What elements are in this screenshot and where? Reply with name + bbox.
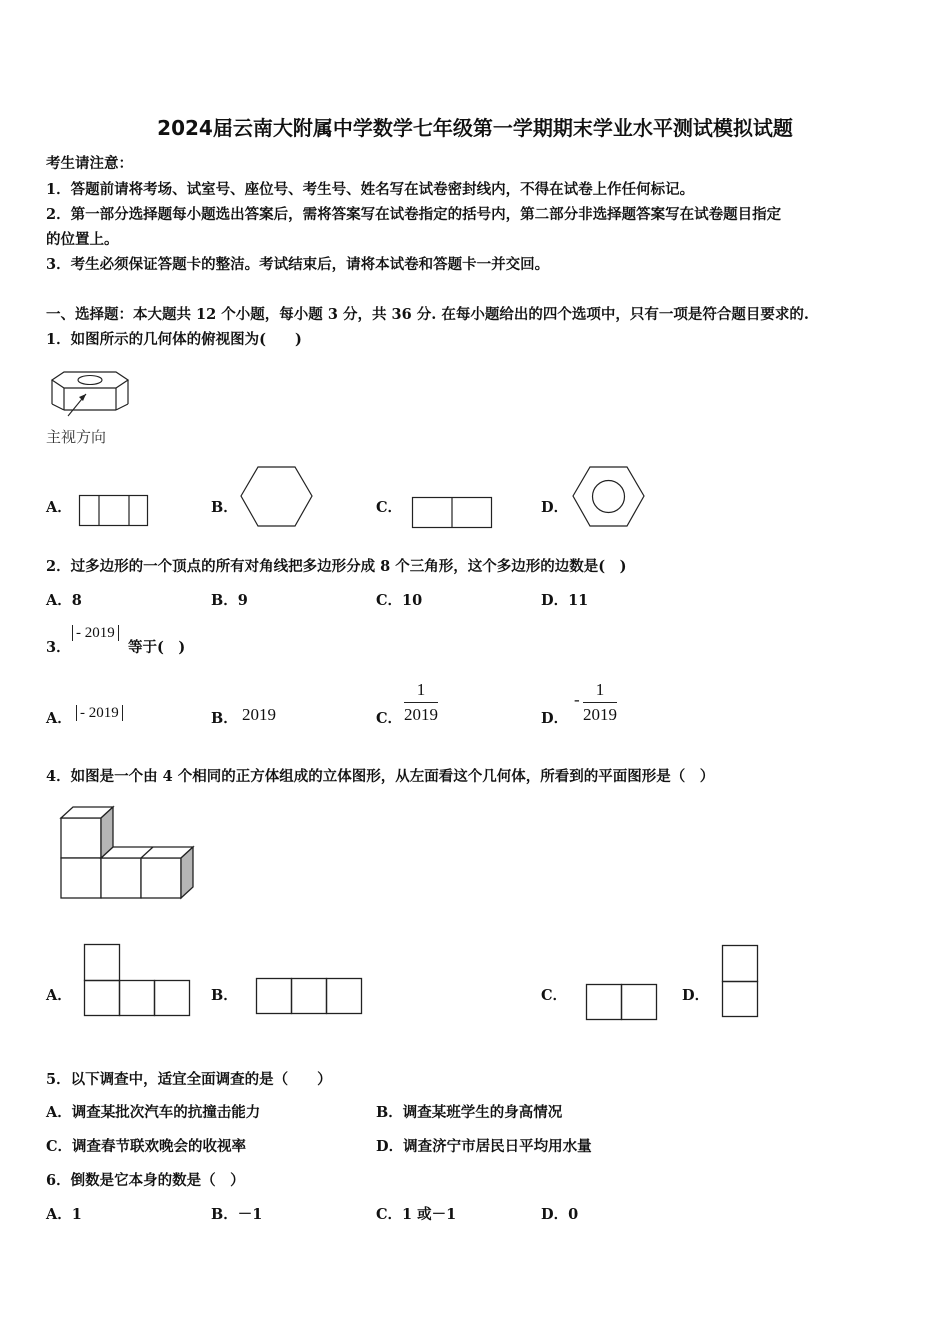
q6-option-d: D．0: [541, 1206, 579, 1223]
q1-option-b: B．: [211, 499, 238, 516]
q5-option-d: D．调查济宁市居民日平均用水量: [376, 1138, 592, 1155]
q2-stem: 2．过多边形的一个顶点的所有对角线把多边形分成 8 个三角形，这个多边形的边数是( ): [46, 558, 627, 575]
q4-option-d-figure: [722, 945, 760, 1019]
q1-option-c-figure: [412, 497, 494, 529]
q5-option-a: A．调查某批次汽车的抗撞击能力: [46, 1104, 261, 1121]
q5-option-b: B．调查某班学生的身高情况: [376, 1104, 563, 1121]
q6-stem: 6．倒数是它本身的数是（ ）: [46, 1172, 245, 1189]
q1-option-a-figure: [79, 495, 149, 527]
notice-item: 2．第一部分选择题每小题选出答案后，需将答案写在试卷指定的括号内，第二部分非选择题答案写在试卷题目指定: [46, 206, 782, 223]
q3-option-c-fraction: [404, 680, 438, 725]
q3-stem-tail: 等于( ): [128, 639, 186, 656]
q1-stem: 1．如图所示的几何体的俯视图为( ): [46, 331, 302, 348]
q6-option-c: C．1 或－1: [376, 1206, 457, 1223]
q3-abs-expression: - 2019: [72, 625, 119, 641]
q4-option-b-figure: [256, 978, 364, 1016]
q3-number: 3．: [46, 639, 71, 656]
q3-option-d-fraction: [583, 680, 617, 725]
notice-item: 3．考生必须保证答题卡的整洁。考试结束后，请将本试卷和答题卡一并交回。: [46, 256, 550, 273]
q1-option-d-figure: [572, 466, 646, 528]
q4-option-d: D．: [682, 987, 710, 1004]
q3-c-denominator: 2019: [404, 705, 438, 724]
q2-option-d: D．11: [541, 592, 589, 609]
q3-option-b-value: 2019: [242, 705, 276, 724]
notice-heading: 考生请注意：: [46, 155, 133, 172]
q1-caption: 主视方向: [46, 428, 107, 446]
q3-c-numerator: 1: [404, 680, 438, 703]
q1-nut-figure: [46, 368, 136, 418]
q4-stem: 4．如图是一个由 4 个相同的正方体组成的立体图形，从左面看这个几何体，所看到的平面图形是（ ）: [46, 768, 715, 785]
q1-option-a: A．: [46, 499, 72, 516]
notice-item: 的位置上。: [46, 231, 119, 248]
q3-option-a-value: - 2019: [76, 705, 123, 721]
q3-option-d: D．: [541, 710, 569, 727]
q1-option-d: D．: [541, 499, 569, 516]
q5-stem: 5．以下调查中，适宜全面调查的是（ ）: [46, 1071, 332, 1088]
q3-d-sign: -: [574, 690, 580, 709]
q2-option-b: B．9: [211, 592, 248, 609]
q1-option-b-figure: [240, 466, 314, 528]
q1-option-c: C．: [376, 499, 403, 516]
q2-option-c: C．10: [376, 592, 423, 609]
q3-d-numerator: 1: [583, 680, 617, 703]
q4-option-a: A．: [46, 987, 72, 1004]
page-title: 2024届云南大附属中学数学七年级第一学期期末学业水平测试模拟试题: [157, 116, 793, 140]
q5-option-c: C．调查春节联欢晚会的收视率: [46, 1138, 247, 1155]
notice-item: 1．答题前请将考场、试室号、座位号、考生号、姓名写在试卷密封线内，不得在试卷上作任何标记。: [46, 181, 695, 198]
q4-option-a-figure: [84, 944, 192, 1018]
q4-option-c: C．: [541, 987, 568, 1004]
section-heading: 一、选择题：本大题共 12 个小题，每小题 3 分，共 36 分. 在每小题给出的四个选项中，只有一项是符合题目要求的.: [46, 306, 809, 323]
q6-option-b: B．－1: [211, 1206, 263, 1223]
q4-cubes-figure: [60, 806, 205, 901]
q6-option-a: A．1: [46, 1206, 82, 1223]
q4-option-b: B．: [211, 987, 238, 1004]
q3-option-b: B．: [211, 710, 238, 727]
q3-option-a: A．: [46, 710, 72, 727]
q3-d-denominator: 2019: [583, 705, 617, 724]
q2-option-a: A．8: [46, 592, 82, 609]
q3-option-c: C．: [376, 710, 403, 727]
q4-option-c-figure: [586, 984, 660, 1022]
